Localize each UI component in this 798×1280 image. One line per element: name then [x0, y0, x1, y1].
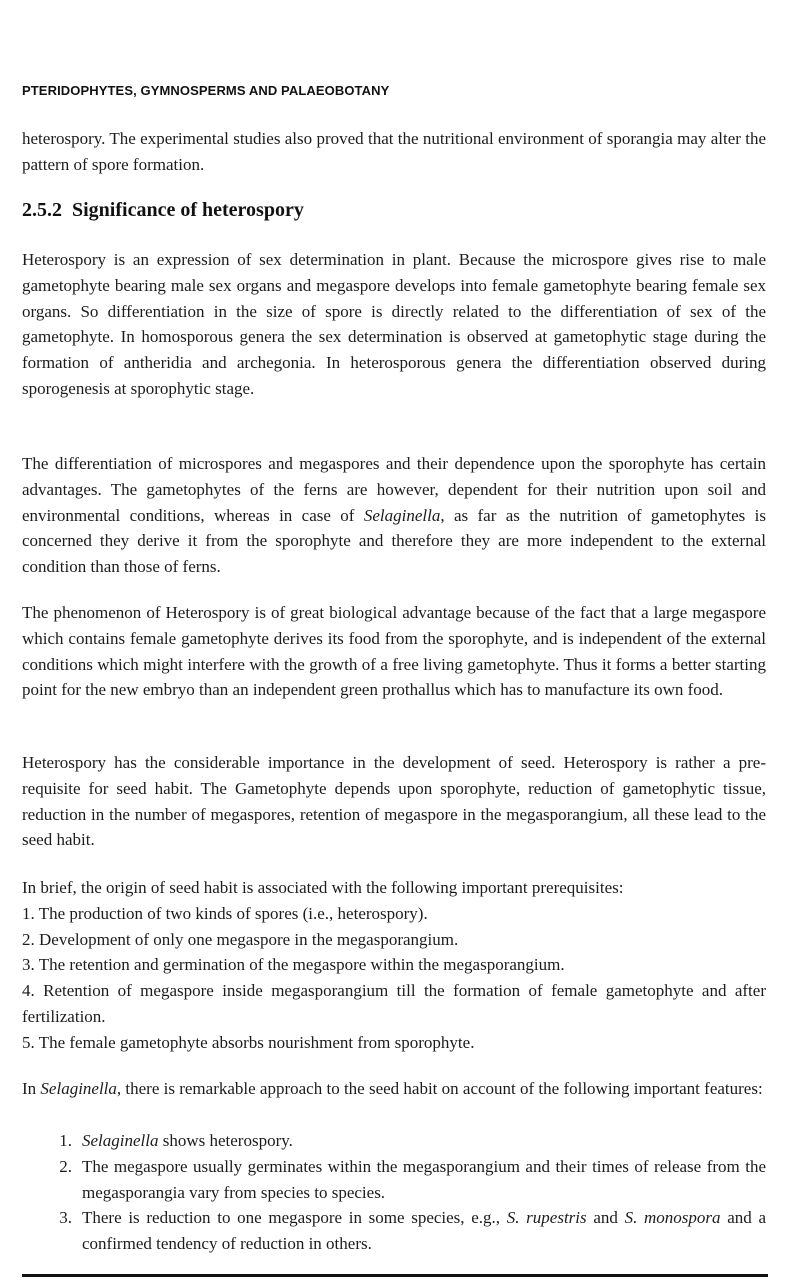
list-item-content [82, 1128, 766, 1154]
selaginella-lead-text-2: , there is remarkable approach to the seed habit on account of the following important features: [116, 1079, 763, 1098]
prerequisites-block [22, 875, 766, 1056]
paragraph-sex-determination: Heterospory is an expression of sex determination in plant. Because the microspore gives rise to male gametophyte bearing male sex organs and megaspore develops into female gametophyte bearing female sex organs. So differentiation in the size of spore is directly related to the differentiation of sex of the gametophyte. In homosporous genera the sex determination is observed at gametophytic stage during the formation of antheridia and archegonia. In heterosporous genera the differentiation observed during sporogenesis at sporophytic stage. [22, 250, 766, 398]
prerequisite-item: 4. Retention of megaspore inside megasporangium till the formation of female gametophyte and after fertilization. [22, 981, 766, 1026]
section-heading [22, 199, 304, 222]
prerequisite-item: 3. The retention and germination of the megaspore within the megasporangium. [22, 955, 565, 975]
selaginella-features-list [22, 1128, 766, 1257]
list-item-content: The megaspore usually germinates within the megasporangium and their times of release from the megasporangia vary from species to species. [82, 1156, 766, 1202]
paragraph-seed-importance: Heterospory has the considerable importance in the development of seed. Heterospory is rather a pre-requisite for seed habit. The Gametophyte depends upon sporophyte, reduction of gametophytic tissue, reduction in the number of megaspores, retention of megaspore in the megasporangium, all these lead to the seed habit. [22, 753, 766, 850]
list-marker: 1. [59, 1131, 72, 1150]
list-item [22, 1128, 766, 1154]
prerequisites-lead: In brief, the origin of seed habit is associated with the following important prerequisites: [22, 878, 624, 897]
genus-name-selaginella: Selaginella [363, 505, 441, 525]
prerequisite-item: 2. Development of only one megaspore in the megasporangium. [22, 929, 459, 949]
list-item [22, 1205, 766, 1257]
list-marker: 2. [59, 1156, 72, 1176]
intro-paragraph: heterospory. The experimental studies also proved that the nutritional environment of sporangia may alter the pattern of spore formation. [22, 129, 766, 174]
list-item-text: There is reduction to one megaspore in some species, e.g., [82, 1208, 507, 1228]
genus-name-selaginella: Selaginella [40, 1079, 117, 1098]
paragraph-biological-advantage: The phenomenon of Heterospory is of great biological advantage because of the fact that a large megaspore which contains female gametophyte derives its food from the sporophyte, and is independent of the external conditions which might interfere with the growth of a free living gametophyte. Thus it forms a better starting point for the new embryo than an independent green prothallus which has to manufacture its own food. [22, 603, 766, 700]
selaginella-lead-text-1: In [22, 1079, 41, 1098]
list-item-text: and [586, 1208, 625, 1228]
list-item-content [82, 1205, 766, 1257]
paragraph-advantages-text-1: The differentiation of microspores and megaspores and their dependence upon the sporophyte has certain advantages. The gametophytes of the ferns are however, dependent for their nutrition upon soil and environmental conditions, whereas in case of [22, 454, 766, 525]
section-number: 2.5.2 [22, 199, 62, 221]
prerequisite-item: 1. The production of two kinds of spores (i.e., heterospory). [22, 903, 428, 923]
list-marker: 3. [59, 1208, 72, 1228]
list-item-text: and a confirmed tendency of reduction in others. [82, 1208, 767, 1254]
prerequisite-item: 5. The female gametophyte absorbs nourishment from sporophyte. [22, 1032, 475, 1052]
genus-name-selaginella: Selaginella [82, 1131, 159, 1150]
section-title: Significance of heterospory [72, 199, 304, 221]
paragraph-advantages [22, 451, 766, 580]
species-name-rupestris: S. rupestris [506, 1208, 587, 1228]
paragraph-advantages-text-2: , as far as the nutrition of gametophytes is concerned they derive it from the sporophyte and therefore they are more independent to the external condition than those of ferns. [22, 505, 766, 577]
selaginella-lead [22, 1076, 766, 1102]
running-head: PTERIDOPHYTES, GYMNOSPERMS AND PALAEOBOTANY [22, 83, 390, 98]
list-item-text: shows heterospory. [158, 1131, 293, 1150]
species-name-monospora: S. monospora [624, 1208, 721, 1228]
list-item [22, 1154, 766, 1206]
bottom-rule [22, 1274, 768, 1277]
